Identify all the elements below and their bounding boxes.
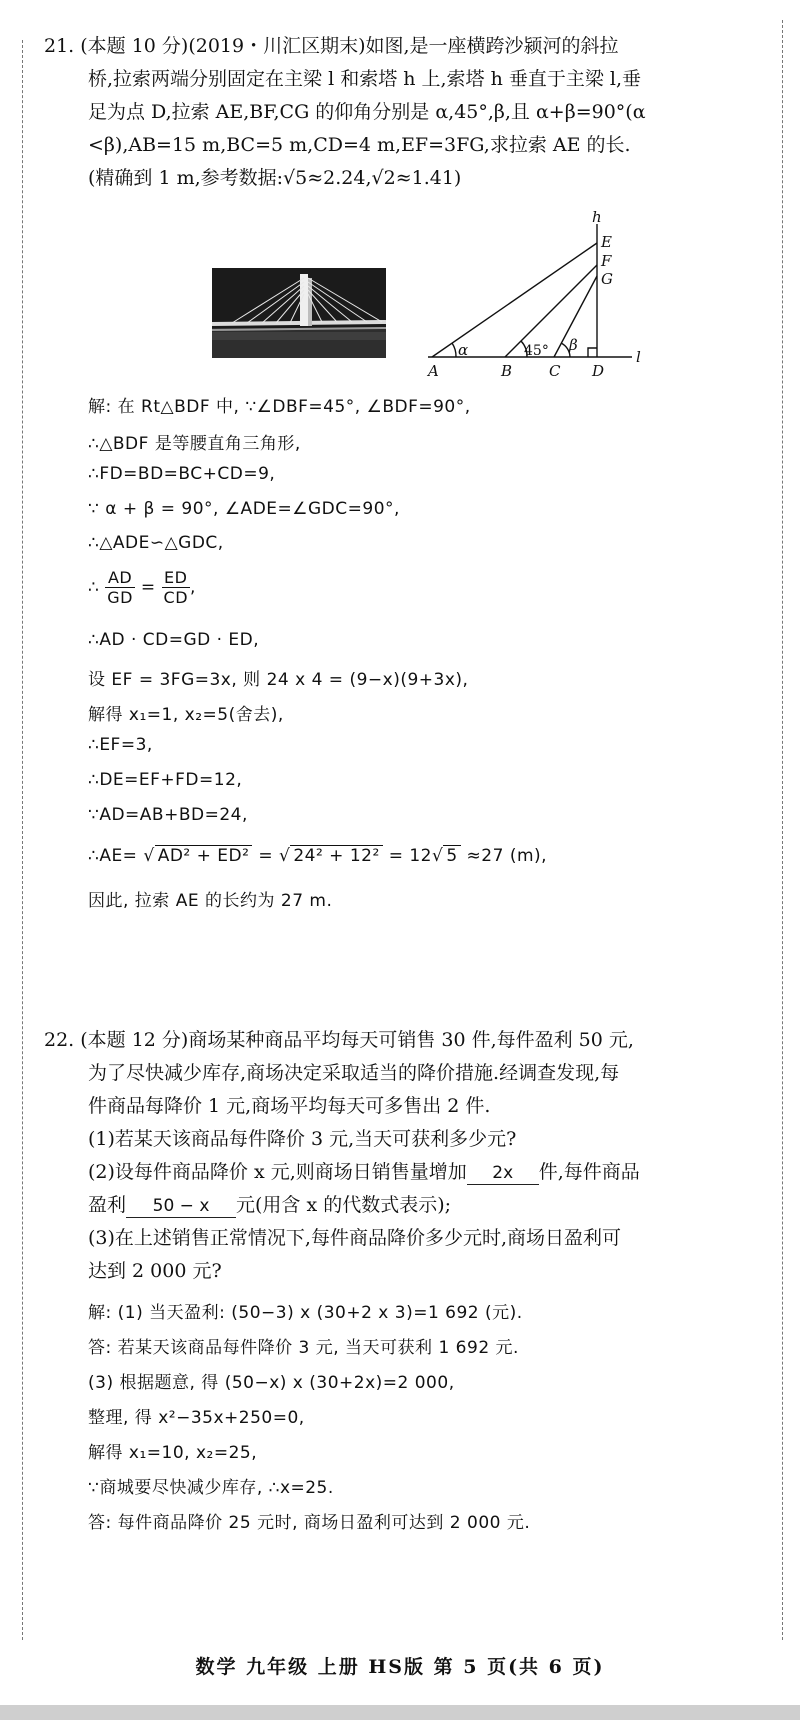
label-b: B [501, 362, 513, 380]
q21-sol-line-5: ∴△ADE∽△GDC, [88, 533, 224, 553]
fraction-ed-cd: $\frac{ED}{CD}$ [163, 568, 189, 607]
q22-line-3: 件商品每降价 1 元,商场平均每天可多售出 2 件. [88, 1095, 491, 1117]
bridge-photo [212, 268, 386, 358]
label-c: C [549, 362, 561, 380]
q21-sol-line-9: 解得 x₁=1, x₂=5(舍去), [88, 705, 284, 725]
label-f: F [601, 252, 612, 270]
label-alpha: α [458, 341, 469, 359]
q22-line-1: 22. (本题 12 分)商场某种商品平均每天可销售 30 件,每件盈利 50 元, [44, 1029, 634, 1051]
q21-line-4: <β),AB=15 m,BC=5 m,CD=4 m,EF=3FG,求拉索 AE 的长. [88, 134, 631, 156]
label-e: E [601, 233, 612, 251]
q22-line-7: (3)在上述销售正常情况下,每件商品降价多少元时,商场日盈利可 [88, 1227, 621, 1249]
q21-sol-line-13: ∴AE= √ AD² + ED² = √ 24² + 12² = 12√ 5 ≈27 (m), [88, 846, 548, 866]
q21-sol-line-2: ∴△BDF 是等腰直角三角形, [88, 434, 301, 454]
question-22 [44, 1024, 764, 1288]
q21-sol-line-1: 解: 在 Rt△BDF 中, ∵∠DBF=45°, ∠BDF=90°, [88, 397, 471, 417]
geometry-diagram [420, 210, 650, 382]
q21-sol-line-10: ∴EF=3, [88, 735, 153, 755]
q21-line-2: 桥,拉索两端分别固定在主梁 l 和索塔 h 上,索塔 h 垂直于主梁 l,垂 [88, 68, 642, 90]
q22-line-2: 为了尽快减少库存,商场决定采取适当的降价措施.经调查发现,每 [88, 1062, 620, 1084]
left-dashed-margin [22, 40, 23, 1640]
q22-sol-line-6: ∵商城要尽快减少库存, ∴x=25. [88, 1478, 334, 1498]
alpha-arc [452, 343, 456, 357]
q22-line-6: 盈利 50 − x 元(用含 x 的代数式表示); [88, 1194, 452, 1216]
answer-blank-profit-per-item: 50 − x [126, 1195, 236, 1218]
q22-sol-line-3: (3) 根据题意, 得 (50−x) x (30+2x)=2 000, [88, 1373, 455, 1393]
q21-line-5: (精确到 1 m,参考数据:√5≈2.24,√2≈1.41) [88, 167, 462, 189]
q22-line-4: (1)若某天该商品每件降价 3 元,当天可获利多少元? [88, 1128, 517, 1150]
q21-sol-line-3: ∴FD=BD=BC+CD=9, [88, 464, 276, 484]
question-21 [44, 30, 764, 195]
label-beta: β [569, 336, 578, 354]
q22-sol-line-1: 解: (1) 当天盈利: (50−3) x (30+2 x 3)=1 692 (元). [88, 1303, 523, 1323]
q21-line-3: 足为点 D,拉索 AE,BF,CG 的仰角分别是 α,45°,β,且 α+β=90°(α [88, 101, 646, 123]
q21-sol-line-12: ∵AD=AB+BD=24, [88, 805, 248, 825]
sqrt-5: 5 [443, 845, 460, 866]
sqrt-24-12: 24² + 12² [290, 845, 382, 866]
right-dashed-margin [782, 20, 783, 1640]
label-g: G [601, 270, 613, 288]
q22-sol-line-5: 解得 x₁=10, x₂=25, [88, 1443, 258, 1463]
label-d: D [592, 362, 605, 380]
label-h: h [592, 210, 602, 226]
q21-sol-line-4: ∵ α + β = 90°, ∠ADE=∠GDC=90°, [88, 499, 400, 519]
cable-bf [505, 265, 597, 357]
q21-sol-line-8: 设 EF = 3FG=3x, 则 24 x 4 = (9−x)(9+3x), [88, 670, 469, 690]
q22-sol-line-7: 答: 每件商品降价 25 元时, 商场日盈利可达到 2 000 元. [88, 1513, 531, 1533]
sqrt-ad-ed: AD² + ED² [155, 845, 253, 866]
bottom-edge [0, 1705, 800, 1720]
q22-sol-line-2: 答: 若某天该商品每件降价 3 元, 当天可获利 1 692 元. [88, 1338, 519, 1358]
q22-sol-line-4: 整理, 得 x²−35x+250=0, [88, 1408, 305, 1428]
label-a: A [428, 362, 439, 380]
q21-sol-line-6: ∴ $\frac{AD}{GD}$ = $\frac{ED}{CD}$ , [88, 568, 196, 607]
label-l: l [636, 348, 641, 366]
q21-sol-line-11: ∴DE=EF+FD=12, [88, 770, 243, 790]
fraction-ad-gd: $\frac{AD}{GD}$ [107, 568, 133, 607]
q21-sol-line-7: ∴AD · CD=GD · ED, [88, 630, 260, 650]
q21-sol-line-14: 因此, 拉索 AE 的长约为 27 m. [88, 891, 333, 911]
q22-line-8: 达到 2 000 元? [88, 1260, 222, 1282]
q22-line-5: (2)设每件商品降价 x 元,则商场日销售量增加 2x 件,每件商品 [88, 1161, 640, 1183]
label-45: 45° [524, 343, 549, 359]
page-footer: 数学 九年级 上册 HS版 第 5 页(共 6 页) [195, 1656, 605, 1678]
answer-blank-sales-increase: 2x [467, 1162, 539, 1185]
right-angle-mark [588, 348, 597, 357]
q21-line-1: 21. (本题 10 分)(2019・川汇区期末)如图,是一座横跨沙颍河的斜拉 [44, 35, 619, 57]
therefore-symbol: ∴ [88, 577, 100, 598]
